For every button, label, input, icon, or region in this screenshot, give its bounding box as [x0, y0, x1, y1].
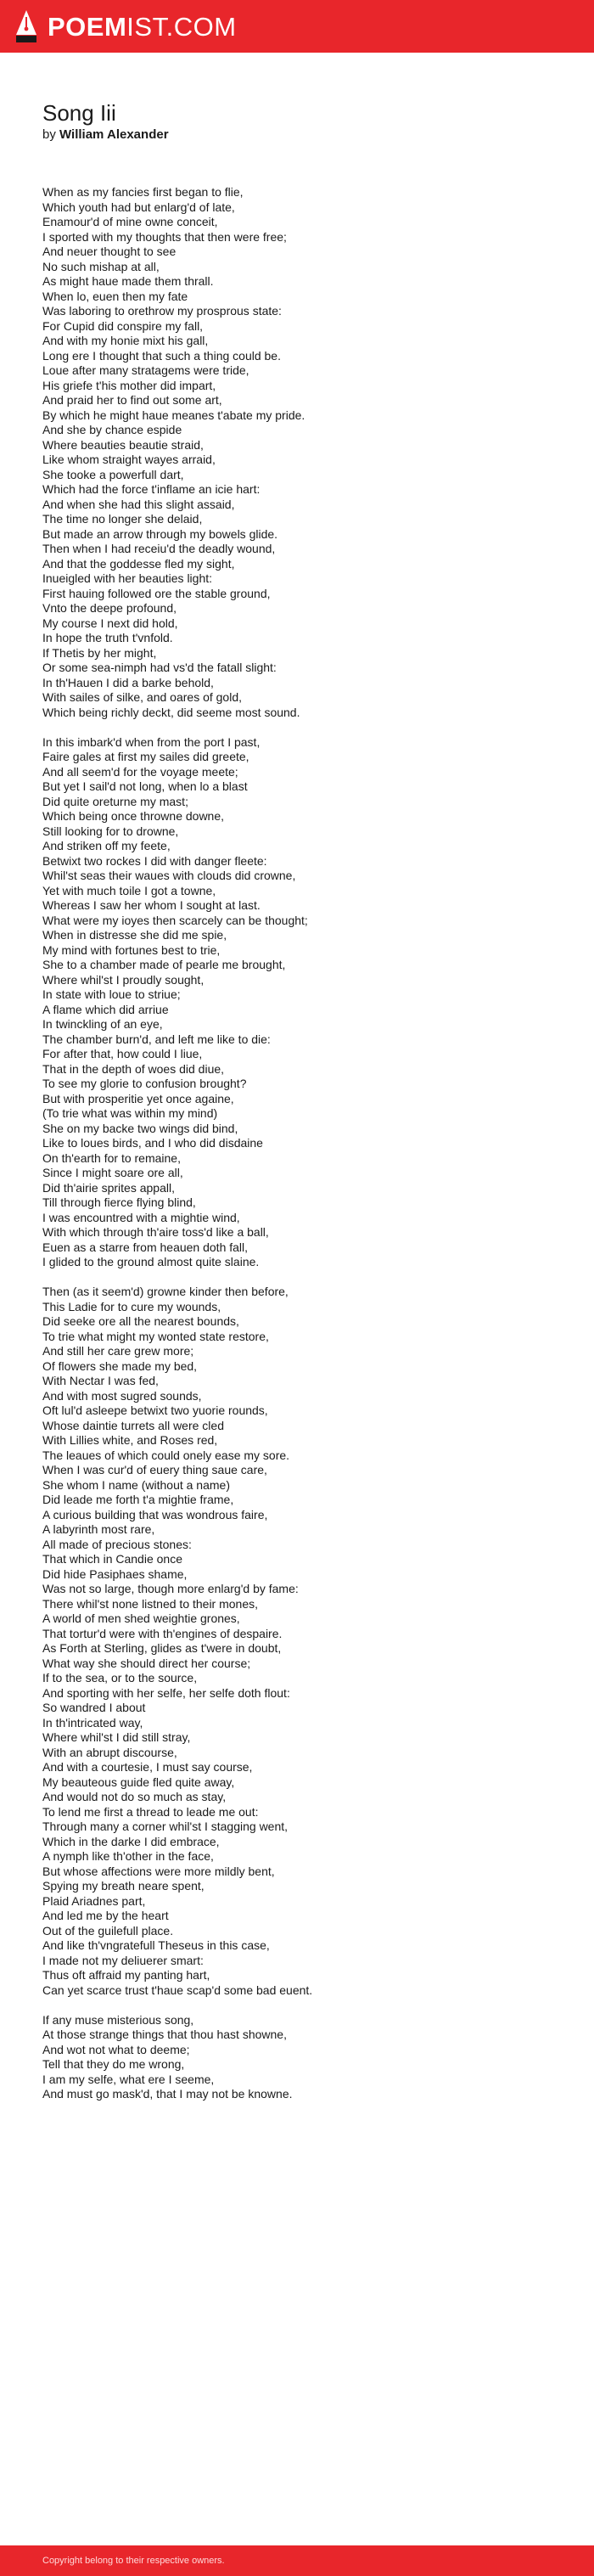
poem-line: Whose daintie turrets all were cled	[42, 1418, 224, 1432]
poem-line: And like th'vngratefull Theseus in this case,	[42, 1938, 270, 1952]
poem-line: A labyrinth most rare,	[42, 1522, 155, 1536]
poem-line: A curious building that was wondrous faire,	[42, 1507, 268, 1521]
poem-line: Did leade me forth t'a mightie frame,	[42, 1493, 234, 1506]
poem-line: By which he might haue meanes t'abate my pride.	[42, 408, 305, 422]
poem-line: What were my ioyes then scarcely can be thought;	[42, 913, 308, 927]
poem-line: Through many a corner whil'st I stagging went,	[42, 1820, 289, 1833]
poem-line: This Ladie for to cure my wounds,	[42, 1299, 221, 1313]
poem-line: To see my glorie to confusion brought?	[42, 1077, 247, 1090]
poem-line: That tortur'd were with th'engines of despaire.	[42, 1626, 283, 1640]
poem-line: In this imbark'd when from the port I past,	[42, 734, 261, 749]
poem-line: I made not my deliuerer smart:	[42, 1953, 204, 1967]
poem-line: Did seeke ore all the nearest bounds,	[42, 1314, 239, 1328]
poem-line: Enamour'd of mine owne conceit,	[42, 215, 218, 228]
poem-line: Out of the guilefull place.	[42, 1923, 174, 1938]
site-logo-link[interactable]	[48, 11, 237, 42]
poem-stanza	[42, 2013, 569, 2102]
poem-title: Song Iii	[42, 100, 116, 126]
poem-line: Did hide Pasiphaes shame,	[42, 1566, 188, 1581]
poem-line: That which in Candie once	[42, 1552, 182, 1566]
poem-line: A nymph like th'other in the face,	[42, 1849, 214, 1863]
poem-line: Can yet scarce trust t'haue scap'd some bad euent.	[42, 1983, 313, 1997]
poem-line: No such mishap at all,	[42, 259, 160, 273]
poem-line: And when she had this slight assaid,	[42, 497, 235, 511]
copyright-notice: Copyright belong to their respective owners.	[42, 2556, 225, 2566]
poem-line: The chamber burn'd, and left me like to die:	[42, 1032, 271, 1046]
poem-line: In th'Hauen I did a barke behold,	[42, 675, 214, 689]
poem-line: And wot not what to deeme;	[42, 2042, 190, 2056]
poem-line: And praid her to find out some art,	[42, 393, 222, 407]
brand-light: IST.COM	[126, 11, 237, 42]
poem-line: Long ere I thought that such a thing could be.	[42, 348, 281, 363]
poem-line: She whom I name (without a name)	[42, 1477, 230, 1492]
poem-line: I was encountred with a mightie wind,	[42, 1210, 240, 1224]
poem-line: As Forth at Sterling, glides as t'were in doubt,	[42, 1641, 282, 1655]
poem-line: For Cupid did conspire my fall,	[42, 318, 204, 333]
poem-line: Vnto the deepe profound,	[42, 601, 177, 615]
poem-line: And she by chance espide	[42, 423, 182, 436]
poem-line: Of flowers she made my bed,	[42, 1358, 198, 1373]
poem-line: So wandred I about	[42, 1701, 146, 1714]
poem-line: Which youth had but enlarg'd of late,	[42, 200, 235, 214]
site-header	[0, 0, 594, 53]
poem-line: But with prosperitie yet once againe,	[42, 1091, 234, 1105]
poem-line: What way she should direct her course;	[42, 1656, 251, 1670]
poem-line: Where whil'st I proudly sought,	[42, 972, 205, 987]
poem-line: She tooke a powerfull dart,	[42, 467, 184, 481]
poem-line: Since I might soare ore all,	[42, 1166, 183, 1179]
poem-line: And striken off my feete,	[42, 839, 171, 852]
poem-line: When as my fancies first began to flie,	[42, 185, 244, 199]
poem-line: With sailes of silke, and oares of gold,	[42, 690, 243, 704]
poem-line: There whil'st none listned to their mones,	[42, 1596, 259, 1611]
poem-line: And with a courtesie, I must say course,	[42, 1760, 253, 1774]
poem-line: Then (as it seem'd) growne kinder then before,	[42, 1285, 289, 1298]
poem-line: Betwixt two rockes I did with danger fleete:	[42, 853, 267, 868]
poem-line: My beauteous guide fled quite away,	[42, 1775, 235, 1789]
poem-body	[42, 185, 569, 2117]
poem-line: Like to loues birds, and I who did disdaine	[42, 1136, 263, 1150]
poem-line: And with my honie mixt his gall,	[42, 334, 209, 347]
poem-line: Inueigled with her beauties light:	[42, 571, 213, 585]
poem-line: On th'earth for to remaine,	[42, 1150, 181, 1165]
poem-line: But made an arrow through my bowels glide.	[42, 526, 278, 541]
poem-line: Till through fierce flying blind,	[42, 1195, 196, 1209]
author-link[interactable]: William Alexander	[59, 127, 169, 142]
brand-bold: POEM	[48, 11, 127, 42]
poem-line: Then when I had receiu'd the deadly wound,	[42, 542, 276, 555]
poem-stanza	[42, 1285, 569, 1998]
poem-line: If to the sea, or to the source,	[42, 1671, 198, 1685]
poem-line: Was laboring to orethrow my prosprous state:	[42, 304, 282, 318]
poem-line: To lend me first a thread to leade me out:	[42, 1804, 259, 1819]
poem-line: She to a chamber made of pearle me brought,	[42, 958, 286, 971]
poem-line: Like whom straight wayes arraid,	[42, 453, 216, 466]
poem-line: I glided to the ground almost quite slaine.	[42, 1255, 260, 1268]
poem-line: In state with loue to striue;	[42, 987, 181, 1001]
poem-stanza	[42, 185, 569, 720]
pen-nib-icon[interactable]	[14, 9, 38, 43]
poem-line: She on my backe two wings did bind,	[42, 1121, 238, 1135]
poem-line: Whereas I saw her whom I sought at last.	[42, 898, 261, 912]
byline	[42, 127, 169, 143]
poem-line: If Thetis by her might,	[42, 645, 157, 660]
poem-line: Euen as a starre from heauen doth fall,	[42, 1240, 249, 1254]
poem-line: With Nectar I was fed,	[42, 1374, 159, 1387]
poem-line: My mind with fortunes best to trie,	[42, 942, 221, 957]
poem-line: Oft lul'd asleepe betwixt two yuorie rounds,	[42, 1403, 268, 1417]
poem-line: As might haue made them thrall.	[42, 274, 214, 288]
poem-line: Still looking for to drowne,	[42, 824, 179, 838]
poem-line: With an abrupt discourse,	[42, 1745, 177, 1759]
poem-line: A flame which did arriue	[42, 1002, 169, 1016]
poem-line: A world of men shed weightie grones,	[42, 1611, 240, 1625]
poem-line: Tell that they do me wrong,	[42, 2057, 185, 2071]
poem-line: Spying my breath neare spent,	[42, 1879, 205, 1893]
poem-line: When lo, euen then my fate	[42, 289, 188, 303]
poem-line: Which in the darke I did embrace,	[42, 1834, 220, 1848]
poem-line: Which being richly deckt, did seeme most sound.	[42, 705, 300, 719]
poem-line: First hauing followed ore the stable ground,	[42, 586, 271, 600]
poem-line: Was not so large, though more enlarg'd by fame:	[42, 1582, 299, 1595]
poem-line: Loue after many stratagems were tride,	[42, 363, 249, 377]
poem-line: If any muse misterious song,	[42, 2012, 194, 2027]
poem-line: And that the goddesse fled my sight,	[42, 556, 235, 571]
poem-line: Which had the force t'inflame an icie hart:	[42, 482, 261, 496]
poem-line: Faire gales at first my sailes did greete,	[42, 750, 249, 763]
poem-line: And sporting with her selfe, her selfe doth flout:	[42, 1685, 290, 1700]
poem-line: Which being once throwne downe,	[42, 809, 225, 823]
poem-line: His griefe t'his mother did impart,	[42, 378, 216, 392]
poem-line: Did quite oreturne my mast;	[42, 794, 188, 808]
poem-stanza	[42, 735, 569, 1270]
poem-line: Did th'airie sprites appall,	[42, 1180, 175, 1195]
poem-line: At those strange things that thou hast showne,	[42, 2028, 287, 2041]
poem-line: With Lillies white, and Roses red,	[42, 1433, 218, 1447]
poem-line: When I was cur'd of euery thing saue care,	[42, 1463, 267, 1476]
poem-line: (To trie what was within my mind)	[42, 1106, 218, 1120]
poem-line: And with most sugred sounds,	[42, 1388, 202, 1403]
poem-line: And neuer thought to see	[42, 245, 177, 258]
poem-line: Where whil'st I did still stray,	[42, 1730, 191, 1744]
poem-line: And all seem'd for the voyage meete;	[42, 764, 238, 779]
poem-line: All made of precious stones:	[42, 1537, 192, 1551]
poem-line: Plaid Ariadnes part,	[42, 1893, 146, 1908]
poem-line: In th'intricated way,	[42, 1715, 143, 1730]
poem-line: Where beauties beautie straid,	[42, 437, 204, 452]
poem-line: For after that, how could I liue,	[42, 1047, 203, 1060]
poem-line: In twinckling of an eye,	[42, 1017, 163, 1031]
poem-line: The leaues of which could onely ease my sore.	[42, 1448, 290, 1462]
poem-line: My course I next did hold,	[42, 616, 178, 630]
poem-line: But whose affections were more mildly bent,	[42, 1864, 275, 1878]
poem-line: Whil'st seas their waues with clouds did crowne,	[42, 869, 296, 882]
poem-line: With which through th'aire toss'd like a ball,	[42, 1225, 269, 1239]
poem-line: I am my selfe, what ere I seeme,	[42, 2072, 215, 2086]
poem-line: I sported with my thoughts that then were free;	[42, 229, 287, 244]
poem-line: Or some sea-nimph had vs'd the fatall slight:	[42, 661, 277, 674]
poem-line: That in the depth of woes did diue,	[42, 1061, 225, 1076]
poem-line: And would not do so much as stay,	[42, 1790, 227, 1803]
poem-line: To trie what might my wonted state restore,	[42, 1329, 269, 1343]
poem-line: In hope the truth t'vnfold.	[42, 631, 173, 644]
poem-line: And still her care grew more;	[42, 1344, 194, 1358]
poem-line: Yet with much toile I got a towne,	[42, 883, 216, 897]
poem-line: When in distresse she did me spie,	[42, 928, 227, 942]
site-footer	[0, 2545, 594, 2576]
poem-line: And led me by the heart	[42, 1909, 169, 1922]
poem-line: And must go mask'd, that I may not be knowne.	[42, 2087, 293, 2101]
poem-line: The time no longer she delaid,	[42, 512, 203, 526]
poem-line: But yet I sail'd not long, when lo a blast	[42, 779, 248, 793]
poem-line: Thus oft affraid my panting hart,	[42, 1968, 210, 1982]
by-label: by	[42, 127, 56, 142]
